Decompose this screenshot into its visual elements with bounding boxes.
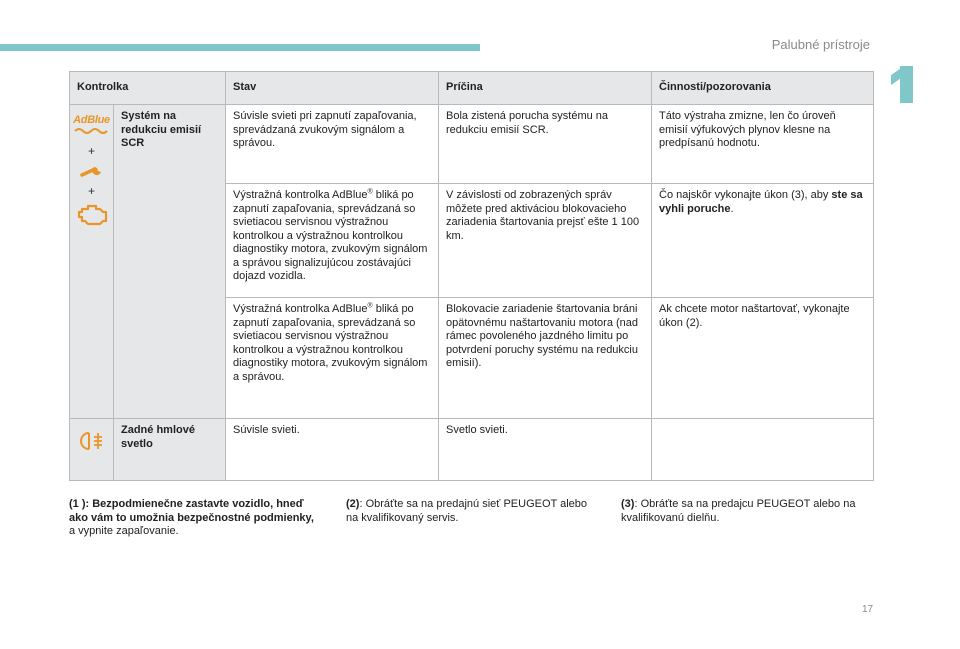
footnote-2: (2): Obráťte sa na predajnú sieť PEUGEOT alebo na kvalifikovaný servis. bbox=[346, 498, 588, 524]
table-cell: Bola zistená porucha systému na redukciu emisií SCR. bbox=[439, 105, 652, 184]
plus-sign: + bbox=[87, 143, 95, 158]
footnote-1: (1 ): Bezpodmienečne zastavte vozidlo, hneď ako vám to umožnia bezpečnostné podmienky, a vypnite zapaľovanie. bbox=[69, 498, 314, 537]
table-cell: V závislosti od zobrazených správ môžete pred aktiváciou blokovacieho zariadenia štartovania prejsť ešte 1 100 km. bbox=[439, 184, 652, 298]
chapter-tab bbox=[900, 66, 913, 103]
table-cell: Ak chcete motor naštartovať, vykonajte úkon (2). bbox=[652, 298, 874, 419]
adblue-warning-icon: AdBlue bbox=[73, 115, 110, 139]
icon-cell-fog bbox=[70, 419, 114, 481]
rear-fog-light-icon bbox=[77, 429, 107, 453]
column-header-cinnosti: Činnosti/pozorovania bbox=[652, 72, 874, 105]
table-cell: Výstražná kontrolka AdBlue® bliká po zapnutí zapaľovania, sprevádzaná so svietiacou servisnou výstražnou kontrolkou a výstražnou kontrolkou diagnostiky motora, zvukovým signálom a správou signalizujúcou zostávajúci dojazd vozidla. bbox=[226, 184, 439, 298]
warning-lights-table bbox=[69, 71, 874, 481]
table-header-row bbox=[70, 72, 874, 105]
page-number: 17 bbox=[862, 604, 874, 615]
icon-cell-scr bbox=[70, 105, 114, 419]
table-cell: Súvisle svieti. bbox=[226, 419, 439, 481]
column-header-pricina: Príčina bbox=[439, 72, 652, 105]
table-cell: Táto výstraha zmizne, len čo úroveň emisií výfukových plynov klesne na predpísanú hodnotu. bbox=[652, 105, 874, 184]
table-cell: Výstražná kontrolka AdBlue® bliká po zapnutí zapaľovania, sprevádzaná so svietiacou servisnou výstražnou kontrolkou a výstražnou kontrolkou diagnostiky motora, zvukovým signálom a správou. bbox=[226, 298, 439, 419]
table-row bbox=[70, 419, 874, 481]
table-cell: Čo najskôr vykonajte úkon (3), aby ste sa vyhli poruche. bbox=[652, 184, 874, 298]
system-name-scr: Systém na redukciu emisií SCR bbox=[121, 110, 202, 149]
system-name-cell bbox=[114, 419, 226, 481]
column-header-stav: Stav bbox=[226, 72, 439, 105]
service-wrench-icon bbox=[79, 163, 105, 179]
table-cell bbox=[652, 419, 874, 481]
column-header-kontrolka: Kontrolka bbox=[70, 72, 226, 105]
table-cell: Súvisle svieti pri zapnutí zapaľovania, sprevádzaná zvukovým signálom a správou. bbox=[226, 105, 439, 184]
system-name-cell bbox=[114, 105, 226, 419]
system-name-fog: Zadné hmlové svetlo bbox=[121, 424, 195, 450]
table-cell: Blokovacie zariadenie štartovania bráni opätovnému naštartovaniu motora (nad rámec povoleného jazdného limitu po potvrdení poruchy systému na redukciu emisií). bbox=[439, 298, 652, 419]
table-row bbox=[70, 105, 874, 184]
table-cell: Svetlo svieti. bbox=[439, 419, 652, 481]
footnote-3: (3): Obráťte sa na predajcu PEUGEOT alebo na kvalifikovanú dielňu. bbox=[621, 498, 856, 524]
section-title: Palubné prístroje bbox=[771, 37, 870, 52]
plus-sign: + bbox=[87, 183, 95, 198]
engine-check-icon bbox=[74, 203, 110, 229]
header-accent-bar bbox=[0, 44, 480, 51]
